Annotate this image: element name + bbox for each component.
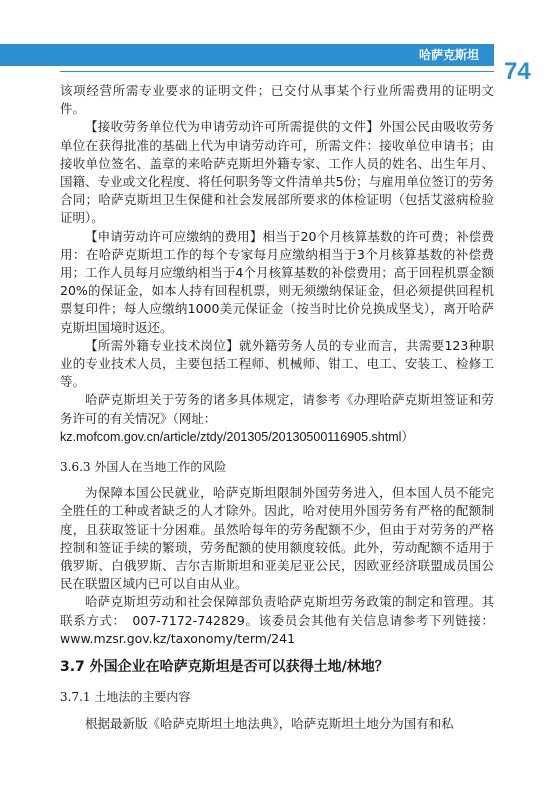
regulations-link[interactable]: kz.mofcom.gov.cn/article/ztdy/201305/20130500116905.shtml）	[60, 429, 414, 444]
paragraph-permit-fees: 【申请劳动许可应缴纳的费用】相当于20个月核算基数的许可费；补偿费用：在哈萨克斯坦工作的每个专家每月应缴纳相当于3个月核算基数的补偿费用；工作人员每月应缴纳相当于4个月核算基数的补偿费用；高于回程机票金额20%的保证金，如本人持有回程机票，则无须缴纳保证金，但必须提供回程机票复印件；每人应缴纳1000美元保证金（按当时比价兑换成坚戈），离开哈萨克斯坦国境时返还。	[60, 228, 494, 335]
running-header-title: 哈萨克斯坦	[418, 48, 479, 62]
paragraph-ministry-contact: 哈萨克斯坦劳动和社会保障部负责哈萨克斯坦劳务政策的制定和管理。其联系方式： 007-7172-742829。该委员会其他有关信息请参考下列链接：www.mzsr.gov.kz/taxonomy/term/241	[60, 594, 494, 646]
paragraph-labor-regulations: 哈萨克斯坦关于劳务的诸多具体规定，请参考《办理哈萨克斯坦签证和劳务许可的有关情况》（网址：	[60, 392, 494, 426]
paragraph-required-positions: 【所需外籍专业技术岗位】就外籍劳务人员的专业而言，共需要123种职业的专业技术人员，主要包括工程师、机械师、钳工、电工、安装工、检修工等。	[60, 337, 494, 390]
paragraph-work-risks: 为保障本国公民就业，哈萨克斯坦限制外国劳务进入，但本国人员不能完全胜任的工种或者缺乏的人才除外。因此，哈对使用外国劳务有严格的配额制度，且获取签证十分困难。虽然哈每年的劳务配额不少，但由于对劳务的严格控制和签证手续的繁琐，劳务配额的使用额度较低。此外，劳动配额不适用于俄罗斯、白俄罗斯、吉尔吉斯斯坦和亚美尼亚公民，因欧亚经济联盟成员国公民在联盟区域内已可以自由从业。	[60, 485, 494, 592]
subsection-heading-3-6-3: 3.6.3 外国人在当地工作的风险	[60, 460, 227, 475]
paragraph-certificate-continuation: 该项经营所需专业要求的证明文件；已交付从事某个行业所需费用的证明文件。	[60, 83, 494, 117]
page-number: 74	[504, 58, 531, 85]
header-rule	[60, 71, 494, 72]
subsection-heading-3-7-1: 3.7.1 土地法的主要内容	[60, 690, 191, 705]
page-body	[60, 82, 494, 733]
paragraph-application-documents: 【接收劳务单位代为申请劳动许可所需提供的文件】外国公民由吸收劳务单位在获得批准的基础上代为申请劳动许可，所需文件：接收单位申请书；由接收单位签名、盖章的来哈萨克斯坦外籍专家、工作人员的姓名、出生年月、国籍、专业或文化程度、将任何职务等文件清单共5份；与雇用单位签订的劳务合同；哈萨克斯坦卫生保健和社会发展部所要求的体检证明（包括艾滋病检验证明）。	[60, 119, 494, 226]
paragraph-land-code: 根据最新版《哈萨克斯坦土地法典》，哈萨克斯坦土地分为国有和私	[85, 715, 454, 731]
section-heading-3-7: 3.7 外国企业在哈萨克斯坦是否可以获得土地/林地？	[60, 659, 389, 676]
